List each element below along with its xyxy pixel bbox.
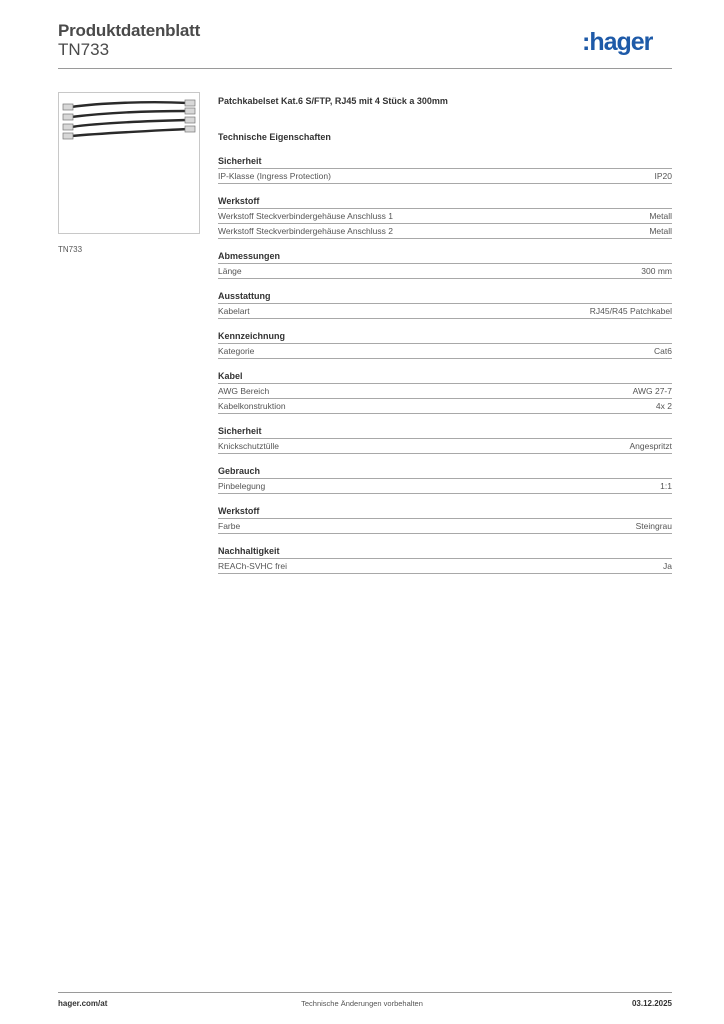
hager-logo [582, 27, 672, 57]
spec-row [218, 169, 672, 184]
spec-label: AWG Bereich [218, 386, 270, 396]
spec-value: Cat6 [654, 346, 672, 356]
spec-label: Werkstoff Steckverbindergehäuse Anschluss 1 [218, 211, 393, 221]
product-image [58, 92, 200, 234]
spec-group [218, 506, 672, 534]
spec-value: 1:1 [660, 481, 672, 491]
spec-group-title: Werkstoff [218, 506, 672, 519]
spec-value: 300 mm [641, 266, 672, 276]
spec-label: Kabelart [218, 306, 250, 316]
spec-group-title: Ausstattung [218, 291, 672, 304]
spec-group-title: Kennzeichnung [218, 331, 672, 344]
section-title: Technische Eigenschaften [218, 132, 331, 142]
spec-value: Angespritzt [629, 441, 672, 451]
spec-row [218, 209, 672, 224]
spec-row [218, 384, 672, 399]
document-title: Produktdatenblatt [58, 21, 201, 40]
spec-row [218, 399, 672, 414]
spec-group-title: Nachhaltigkeit [218, 546, 672, 559]
spec-group [218, 196, 672, 239]
spec-group [218, 371, 672, 414]
spec-label: REACh-SVHC frei [218, 561, 287, 571]
spec-row [218, 344, 672, 359]
header-divider [58, 68, 672, 69]
spec-group [218, 251, 672, 279]
spec-group-title: Gebrauch [218, 466, 672, 479]
footer-disclaimer: Technische Änderungen vorbehalten [301, 999, 423, 1008]
spec-value: 4x 2 [655, 401, 672, 411]
spec-row [218, 519, 672, 534]
spec-value: AWG 27-7 [632, 386, 672, 396]
spec-group-title: Kabel [218, 371, 672, 384]
spec-label: Kabelkonstruktion [218, 401, 286, 411]
image-caption: TN733 [58, 245, 83, 254]
footer-divider [58, 992, 672, 993]
spec-value: Steingrau [635, 521, 672, 531]
spec-group [218, 331, 672, 359]
patch-cable-illustration [59, 93, 199, 233]
spec-row [218, 264, 672, 279]
spec-label: IP-Klasse (Ingress Protection) [218, 171, 331, 181]
spec-row [218, 439, 672, 454]
spec-value: IP20 [654, 171, 672, 181]
logo-text: :hager [582, 28, 653, 56]
spec-label: Knickschutztülle [218, 441, 279, 451]
spec-group-title: Sicherheit [218, 156, 672, 169]
spec-row [218, 559, 672, 574]
spec-groups [218, 156, 672, 574]
spec-row [218, 479, 672, 494]
spec-row [218, 304, 672, 319]
spec-group [218, 546, 672, 574]
footer-website: hager.com/at [58, 999, 108, 1008]
spec-label: Länge [218, 266, 242, 276]
spec-value: RJ45/R45 Patchkabel [589, 306, 672, 316]
spec-value: Metall [649, 211, 672, 221]
spec-value: Ja [663, 561, 672, 571]
spec-label: Farbe [218, 521, 241, 531]
footer-date: 03.12.2025 [631, 999, 672, 1008]
spec-group [218, 426, 672, 454]
spec-label: Werkstoff Steckverbindergehäuse Anschluss 2 [218, 226, 393, 236]
spec-group [218, 291, 672, 319]
spec-content [218, 96, 672, 586]
document-subtitle: TN733 [58, 40, 110, 59]
spec-label: Kategorie [218, 346, 255, 356]
spec-label: Pinbelegung [218, 481, 266, 491]
spec-row [218, 224, 672, 239]
spec-group-title: Werkstoff [218, 196, 672, 209]
spec-group [218, 156, 672, 184]
spec-group [218, 466, 672, 494]
spec-group-title: Abmessungen [218, 251, 672, 264]
spec-group-title: Sicherheit [218, 426, 672, 439]
spec-value: Metall [649, 226, 672, 236]
product-title: Patchkabelset Kat.6 S/FTP, RJ45 mit 4 Stück a 300mm [218, 96, 448, 106]
